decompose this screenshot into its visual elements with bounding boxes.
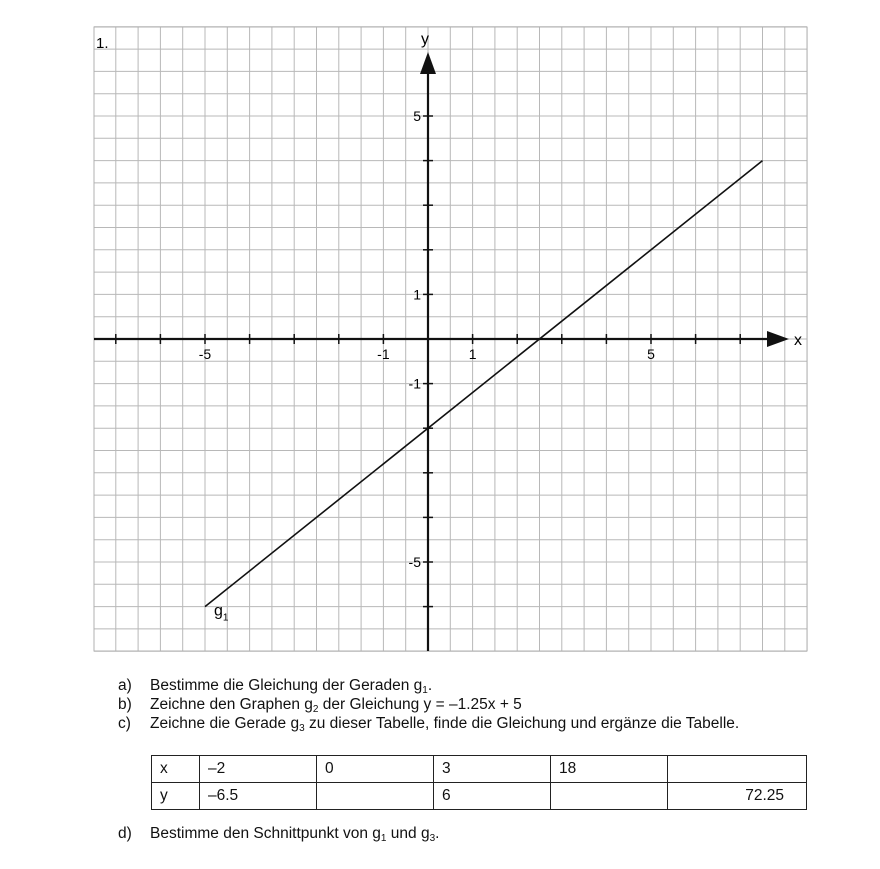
y-axis-label: y (421, 31, 429, 48)
question-letter: b) (118, 696, 132, 713)
y-tick-label: 5 (413, 108, 421, 124)
subscript: 3 (299, 723, 305, 734)
table-cell: 72.25 (668, 783, 807, 810)
x-tick-label: -5 (198, 346, 212, 362)
questions-d (118, 824, 818, 843)
subscript: 3 (429, 833, 436, 844)
subscript: 1 (422, 685, 428, 696)
table-cell (668, 756, 807, 783)
question-text-mid: und g (386, 825, 430, 842)
task-number: 1. (96, 35, 109, 52)
table-cell: 18 (551, 756, 668, 783)
table-cell: 3 (434, 756, 551, 783)
table-cell: –6.5 (200, 783, 317, 810)
question-text: Bestimme den Schnittpunkt von g (150, 825, 381, 842)
y-tick-label: -1 (408, 375, 421, 392)
question-text-end: . (435, 825, 440, 842)
table-row-y (152, 783, 807, 810)
table-row-x (152, 756, 807, 783)
table-cell (551, 783, 668, 810)
line-label: $g_1$ (214, 602, 229, 624)
question-a (118, 676, 818, 695)
question-b (118, 695, 818, 714)
table-cell: 6 (434, 783, 551, 810)
subscript: 1 (380, 833, 387, 844)
x-axis-arrow (767, 331, 789, 347)
question-c (118, 714, 818, 733)
question-text-end: . (427, 677, 433, 694)
table-cell: 0 (317, 756, 434, 783)
y-tick-label: -5 (408, 554, 421, 570)
question-letter: c) (118, 715, 131, 732)
question-text: Bestimme die Gleichung der Geraden g (150, 677, 423, 694)
question-text: Zeichne die Gerade g (150, 715, 300, 732)
question-letter: a) (118, 677, 132, 694)
questions (118, 676, 818, 733)
table-cell: x (152, 756, 200, 783)
question-text-end: der Gleichung y = –1.25x + 5 (318, 696, 522, 713)
question-d (118, 824, 818, 843)
table-cell: –2 (200, 756, 317, 783)
question-letter: d) (118, 825, 132, 842)
line-label-subscript: 1 (222, 612, 229, 624)
x-axis-label: x (794, 332, 802, 349)
table-cell: y (152, 783, 200, 810)
question-text-end: zu dieser Tabelle, finde die Gleichung und ergänze die Tabelle. (304, 715, 740, 732)
graph-lines (205, 161, 763, 624)
x-tick-label: 5 (647, 346, 655, 362)
x-tick-label: 1 (468, 346, 477, 362)
subscript: 2 (312, 704, 319, 715)
value-table (151, 755, 807, 810)
table-cell (317, 783, 434, 810)
y-tick-label: 1 (413, 286, 421, 303)
x-tick-label: -1 (377, 346, 390, 362)
question-text: Zeichne den Graphen g (150, 696, 313, 713)
